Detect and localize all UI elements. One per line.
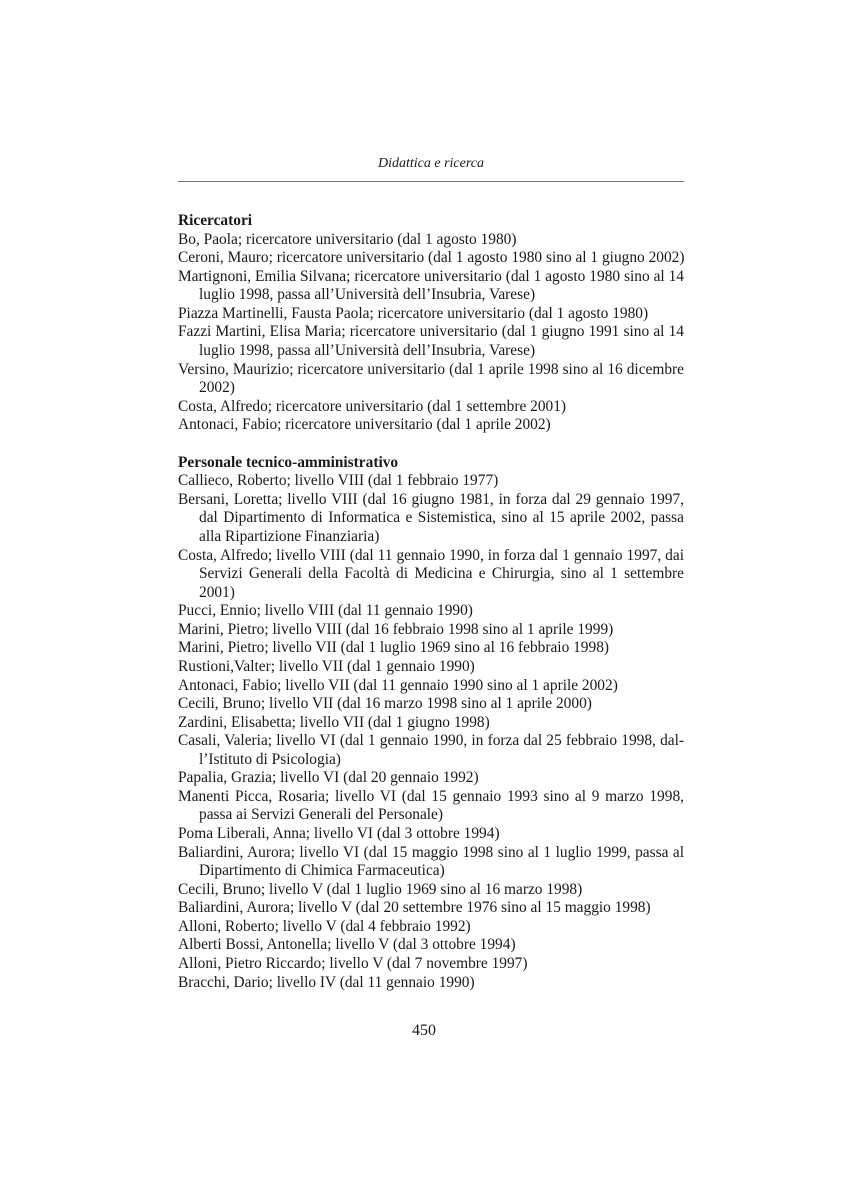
list-item <box>178 769 684 788</box>
entry-line: Dipartimento di Chimica Farmaceutica) <box>199 862 445 880</box>
header-rule <box>178 181 684 182</box>
entry-line: Papalia, Grazia; livello VI (dal 20 gennaio 1992) <box>178 769 479 787</box>
list-item <box>178 305 684 324</box>
entry-line: Costa, Alfredo; ricercatore universitario (dal 1 settembre 2001) <box>178 397 567 415</box>
entry-line: Poma Liberali, Anna; livello VI (dal 3 ottobre 1994) <box>178 825 500 842</box>
list-item <box>178 231 684 250</box>
entry-line: Antonaci, Fabio; ricercatore universitario (dal 1 aprile 2002) <box>178 416 551 434</box>
entry-line: Rustioni,Valter; livello VII (dal 1 gennaio 1990) <box>178 657 475 675</box>
entry-line: Servizi Generali della Facoltà di Medicina e Chirurgia, sino al 1 settembre <box>199 565 684 583</box>
list-item <box>178 974 684 993</box>
list-item <box>178 639 684 658</box>
entry-line: Versino, Maurizio; ricercatore universitario (dal 1 aprile 1998 sino al 16 dicembre <box>178 360 684 378</box>
running-head: Didattica e ricerca <box>377 156 484 171</box>
page-number: 450 <box>412 1022 436 1039</box>
list-item <box>178 323 684 360</box>
entry-line: Antonaci, Fabio; livello VII (dal 11 gennaio 1990 sino al 1 aprile 2002) <box>178 676 618 694</box>
list-item <box>178 677 684 696</box>
entry-line: luglio 1998, passa all’Università dell’Insubria, Varese) <box>199 341 536 359</box>
entry-line: 2002) <box>199 379 235 397</box>
entry-line: l’Istituto di Psicologia) <box>199 750 341 768</box>
list-item <box>178 714 684 733</box>
list-item <box>178 732 684 769</box>
entry-line: Alloni, Pietro Riccardo; livello V (dal 7 novembre 1997) <box>178 954 528 972</box>
section-title: Ricercatori <box>178 212 253 229</box>
entry-line: 2001) <box>199 583 235 601</box>
list-item <box>178 695 684 714</box>
entry-line: Pucci, Ennio; livello VIII (dal 11 gennaio 1990) <box>178 602 473 620</box>
entry-line: dal Dipartimento di Informatica e Sistemistica, sino al 15 aprile 2002, passa <box>199 509 684 527</box>
list-item <box>178 658 684 677</box>
list-item <box>178 936 684 955</box>
entry-line: Martignoni, Emilia Silvana; ricercatore universitario (dal 1 agosto 1980 sino al 14 <box>178 267 684 285</box>
section-personale-tecnico-amministrativo <box>178 454 684 992</box>
entry-line: Fazzi Martini, Elisa Maria; ricercatore universitario (dal 1 giugno 1991 sino al 14 <box>178 323 684 341</box>
entry-line: Cecili, Bruno; livello V (dal 1 luglio 1969 sino al 16 marzo 1998) <box>178 880 583 898</box>
list-item <box>178 788 684 825</box>
list-item <box>178 881 684 900</box>
list-item <box>178 472 684 491</box>
entry-line: Zardini, Elisabetta; livello VII (dal 1 giugno 1998) <box>178 713 490 731</box>
list-item <box>178 918 684 937</box>
section-title: Personale tecnico-amministrativo <box>178 453 399 471</box>
entry-line: Marini, Pietro; livello VII (dal 1 luglio 1969 sino al 16 febbraio 1998) <box>178 639 610 657</box>
list-item <box>178 602 684 621</box>
list-item <box>178 268 684 305</box>
entry-line: Baliardini, Aurora; livello V (dal 20 settembre 1976 sino al 15 maggio 1998) <box>178 899 651 917</box>
entry-line: Alberti Bossi, Antonella; livello V (dal 3 ottobre 1994) <box>178 936 516 954</box>
section-ricercatori <box>178 212 684 435</box>
entry-line: Bracchi, Dario; livello IV (dal 11 gennaio 1990) <box>178 973 475 991</box>
entry-line: luglio 1998, passa all’Università dell’Insubria, Varese) <box>199 286 536 304</box>
entry-line: Alloni, Roberto; livello V (dal 4 febbraio 1992) <box>178 917 471 935</box>
entry-line: Baliardini, Aurora; livello VI (dal 15 maggio 1998 sino al 1 luglio 1999, passa al <box>178 843 684 861</box>
entry-line: Marini, Pietro; livello VIII (dal 16 febbraio 1998 sino al 1 aprile 1999) <box>178 620 614 638</box>
entry-line: Bo, Paola; ricercatore universitario (dal 1 agosto 1980) <box>178 230 517 248</box>
list-item <box>178 621 684 640</box>
entry-line: Callieco, Roberto; livello VIII (dal 1 febbraio 1977) <box>178 472 499 490</box>
entry-line: Manenti Picca, Rosaria; livello VI (dal 15 gennaio 1993 sino al 9 marzo 1998, <box>178 787 684 805</box>
list-item <box>178 955 684 974</box>
entry-line: Costa, Alfredo; livello VIII (dal 11 gennaio 1990, in forza dal 1 gennaio 1997, dai <box>178 546 684 564</box>
list-item <box>178 844 684 881</box>
list-item <box>178 547 684 603</box>
entry-line: Piazza Martinelli, Fausta Paola; ricercatore universitario (dal 1 agosto 1980) <box>178 304 649 322</box>
entry-line: Casali, Valeria; livello VI (dal 1 gennaio 1990, in forza dal 25 febbraio 1998, dal- <box>178 732 684 750</box>
list-item <box>178 249 684 268</box>
entry-line: passa ai Servizi Generali del Personale) <box>199 806 444 824</box>
page-body <box>178 212 684 992</box>
list-item <box>178 825 684 844</box>
list-item <box>178 398 684 417</box>
entry-line: Bersani, Loretta; livello VIII (dal 16 giugno 1981, in forza dal 29 gennaio 1997, <box>178 490 684 508</box>
list-item <box>178 899 684 918</box>
list-item <box>178 416 684 435</box>
entry-line: Ceroni, Mauro; ricercatore universitario (dal 1 agosto 1980 sino al 1 giugno 2002) <box>178 249 685 267</box>
list-item <box>178 361 684 398</box>
list-item <box>178 491 684 547</box>
entry-line: alla Ripartizione Finanziaria) <box>199 528 380 545</box>
entry-line: Cecili, Bruno; livello VII (dal 16 marzo 1998 sino al 1 aprile 2000) <box>178 695 592 713</box>
